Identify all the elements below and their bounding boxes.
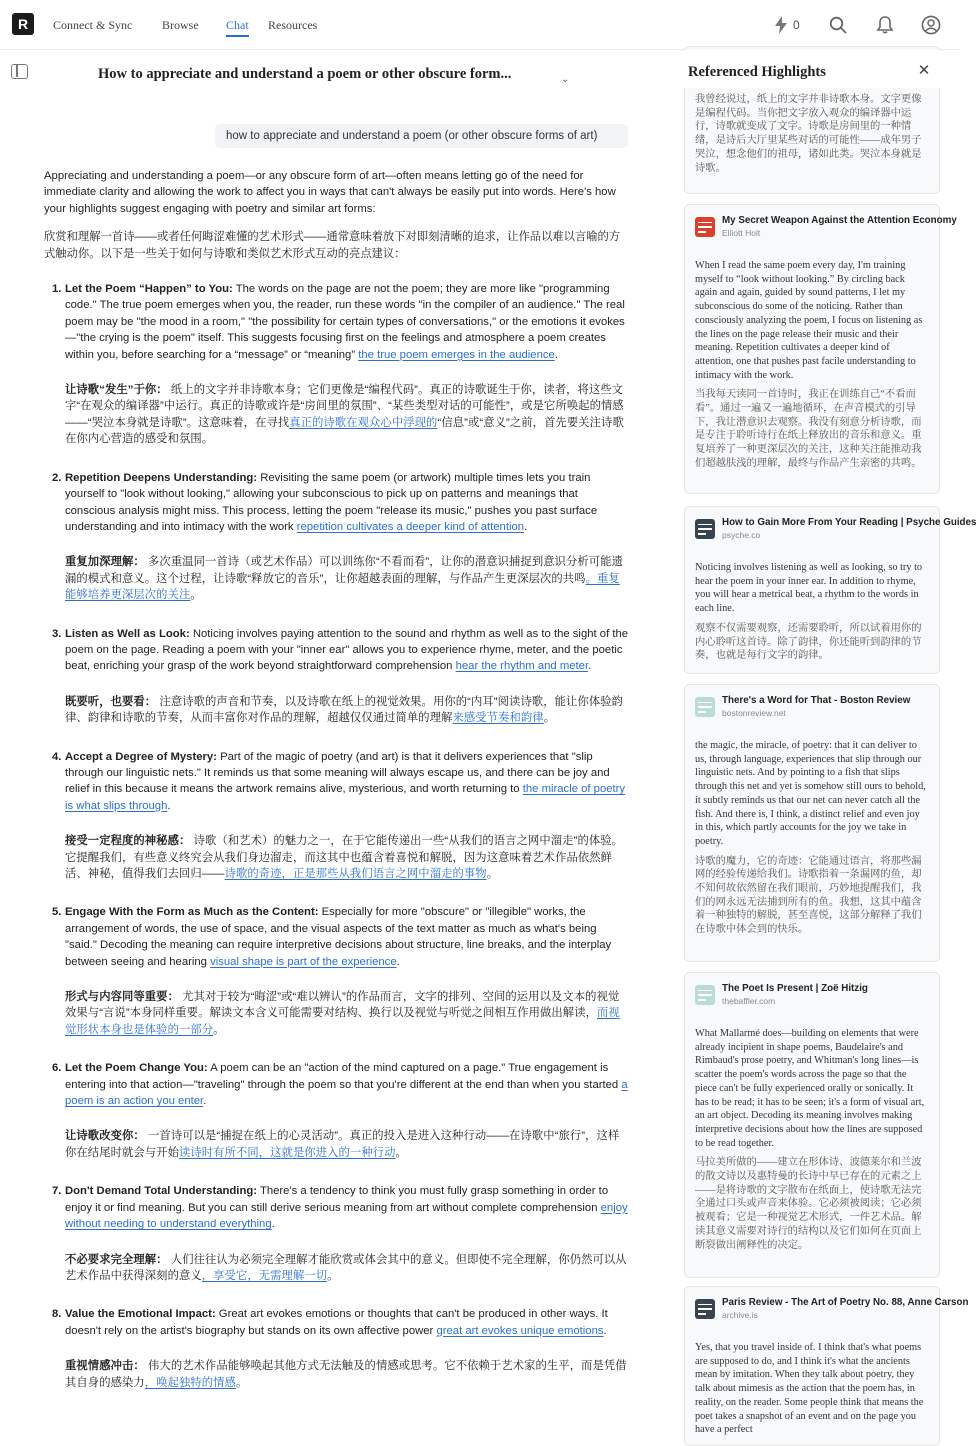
card-text-zh: 观察不仅需要观察，还需要聆听，所以试着用你的内心聆听这首诗。除了韵律，你还能听到韵律的节奏，也就是每行文字的韵律。 <box>695 622 922 662</box>
item-en-citation-link[interactable]: visual shape is part of the experience <box>210 955 397 968</box>
item-en-tail: . <box>524 520 528 533</box>
user-message: how to appreciate and understand a poem (or other obscure forms of art) <box>215 124 628 148</box>
lightning-icon[interactable] <box>771 15 791 35</box>
item-zh-citation-link[interactable]: 来感受节奏和韵律 <box>452 712 544 725</box>
card-meta <box>722 695 936 718</box>
card-text-en: the magic, the miracle, of poetry: that it can deliver to us, through language, experiences that slip through our linguistic nets. And by pointing to a fish that slips through this net and yet is somehow still ours to behold, it subtly reminds us that our net can never catch all the fish. And there is, I think, a distinct relief and even joy in this, which partly accounts for the joy we take in poetry. <box>695 740 926 847</box>
bell-icon[interactable] <box>875 15 895 35</box>
item-zh-citation-link[interactable]: 而视觉形状本身也是体验的一部分 <box>65 1007 620 1036</box>
item-en-tail: . <box>203 1095 207 1108</box>
item-zh-text: 注意诗歌的声音和节奏，以及诗歌在纸上的视觉效果。用你的“内耳”阅读诗歌，能让你体验韵律、韵律和诗歌的节奏，从而丰富你对作品的理解，超越仅仅通过简单的理解 <box>65 695 624 725</box>
panel-header <box>672 50 960 88</box>
item-en-tail: . <box>588 660 592 673</box>
item-zh <box>65 1252 630 1285</box>
highlight-card[interactable] <box>684 506 976 674</box>
card-text-zh: 诗歌的魔力，它的奇迹：它能通过语言，将那些漏网的经验传递给我们。诗歌指着一条漏网的鱼，却不知何故依然留在我们眼前，巧妙地提醒我们，我们的网永远无法捕到所有的鱼。我想，这其中蕴含着一种独特的解脱，甚至喜悦，这部分解释了我们在诗歌中体会到的快乐。 <box>695 855 922 936</box>
item-en <box>65 1306 630 1339</box>
chevron-down-icon[interactable]: ⌄ <box>561 74 570 85</box>
item-en-text: Great art evokes emotions or thoughts that can't be produced in other ways. It doesn't rely on the artist's biography but stands on its own affective power <box>65 1308 608 1337</box>
sidebar-toggle-icon[interactable] <box>11 64 28 79</box>
card-header <box>695 1297 969 1327</box>
item-zh-citation-link[interactable]: ，享受它，无需理解一切 <box>201 1269 328 1282</box>
card-header <box>695 695 929 725</box>
item-en-text: The words on the page are not the poem; they are more like "programming code." The true poem emerges when you, the reader, run these words "in the compiler of an audience." The real poem may be "the mood in a room," "the possibility for certain types of conversations," or the emotions it evokes—"the crying is the poem" itself. This suggests focusing first on the feelings and atmosphere a poem creates within you, before searching for a “message” or “meaning” <box>65 283 625 361</box>
item-number: 4. <box>52 750 62 763</box>
item-en-heading: Value the Emotional Impact: <box>65 1308 216 1321</box>
item-zh-text: 纸上的文字并非诗歌本身；它们更像是“编程代码”。真正的诗歌诞生于你，读者，将这些文字“在观众的编译器”中运行。真正的诗歌或许是“房间里的氛围”、“某些类型对话的可能性”，或是它所唤起的情感——“哭泣本身就是诗歌”。这意味着，在寻找 <box>65 384 624 429</box>
item-en-citation-link[interactable]: repetition cultivates a deeper kind of attention <box>296 520 525 533</box>
item-en-citation-link[interactable]: hear the rhythm and meter <box>455 660 589 673</box>
item-number: 6. <box>52 1062 62 1075</box>
item-zh-tail: 。 <box>190 589 202 602</box>
card-text-en: What Mallarmé does—building on elements that were already incipient in shape poems, Baudelaire's and Rimbaud's prose poetry, and Whitman's long lines—is scatter the poem's words across the page so that the piece can't be fully experienced orally or sonically. It has to be read; it has to be seen; it's a form of visual art, an art object. Decoding its meaning involves making interpretive decisions about how the lines are supposed to be read together. <box>695 1028 925 1149</box>
item-en-text: Especially for more "obscure" or "illegible" works, the arrangement of words, the use of space, and the visual aspects of the text matter as much as what's being "said." Decoding the meaning can require interpretive decisions about structure, line breaks, and the interplay between seeing and hearing <box>65 906 612 968</box>
item-number: 1. <box>52 283 62 296</box>
item-zh <box>65 989 630 1038</box>
card-title[interactable]: My Secret Weapon Against the Attention Economy <box>722 215 957 226</box>
document-icon <box>695 519 715 539</box>
item-en <box>65 1183 630 1232</box>
suggestion-list <box>44 281 630 1391</box>
item-number: 7. <box>52 1185 62 1198</box>
item-en <box>65 1060 630 1109</box>
item-zh <box>65 694 630 727</box>
nav-chat[interactable]: Chat <box>226 18 249 37</box>
card-text-en: Noticing involves listening as well as looking, so try to hear the poem in your inner ear. In addition to rhyme, you will hear a metrical beat, a rhythm to the words in each line. <box>695 562 923 615</box>
item-en-tail: . <box>396 955 400 968</box>
item-en-heading: Don't Demand Total Understanding: <box>65 1185 258 1198</box>
item-zh-citation-link[interactable]: 。重复能够培养更深层次的关注 <box>65 572 620 602</box>
list-item <box>44 904 630 1038</box>
item-zh-text: 尤其对于较为“晦涩”或“难以辨认”的作品而言，文字的排列、空间的运用以及文本的视觉效果与“言说”本身同样重要。解读文本含义可能需要对结构、换行以及视觉与听觉之间相互作用做出解读， <box>65 991 620 1020</box>
card-body <box>695 93 929 175</box>
item-en-tail: . <box>271 1218 275 1231</box>
top-nav <box>0 0 960 50</box>
chat-main <box>0 50 672 1436</box>
item-number: 5. <box>52 906 62 919</box>
item-zh-heading: 让诗歌改变你： <box>65 1130 145 1143</box>
card-title[interactable]: How to Gain More From Your Reading | Psyche Guides <box>722 517 976 528</box>
item-zh-heading: 重视情感冲击： <box>65 1360 145 1373</box>
item-zh-heading: 形式与内容同等重要： <box>65 991 179 1004</box>
item-en-heading: Let the Poem Change You: <box>65 1062 208 1075</box>
item-zh <box>65 1128 630 1161</box>
item-zh-tail: 。 <box>395 1146 407 1159</box>
item-zh-heading: 重复加深理解： <box>65 556 145 569</box>
card-title[interactable]: There's a Word for That - Boston Review <box>722 695 911 706</box>
intro-en: Appreciating and understanding a poem—or any obscure form of art—often means letting go of the need for immediate clarity and allowing the work to affect you in ways that can't always be easily put into words. Here's how your highlights suggest engaging with poetry and similar art forms: <box>44 170 616 215</box>
highlight-card[interactable] <box>684 1286 969 1446</box>
card-meta <box>722 517 976 540</box>
item-zh-heading: 不必要求完全理解： <box>65 1253 168 1266</box>
card-body <box>695 1027 929 1252</box>
assistant-response <box>44 168 630 1413</box>
item-en-text: A poem can be an "action of the mind captured on a page." True engagement is entering into that action—"traveling" through the poem so that you're different at the end than when you started <box>65 1062 622 1091</box>
item-zh-citation-link[interactable]: 读诗时有所不同，这就是你进入的一种行动 <box>178 1146 396 1159</box>
highlight-card[interactable] <box>684 684 940 962</box>
document-icon <box>695 1299 715 1319</box>
card-text-en: Yes, that you travel inside of. I think that's what poems are supposed to do, and I think it's what the ancients mean by imitation. When they talk about poetry, they talk about mimesis as the action that the poem has, in reality, on the reader. Some people think that means the poet takes a snapshot of an event and on the page you have a perfect <box>695 1342 924 1436</box>
card-body <box>695 561 929 663</box>
item-en-citation-link[interactable]: enjoy without needing to understand everything <box>65 1201 628 1231</box>
nav-browse[interactable]: Browse <box>162 18 199 32</box>
item-en-tail: . <box>603 1324 607 1337</box>
item-zh-tail: 。 <box>327 1269 339 1282</box>
card-text-zh: 当我每天读同一首诗时，我正在训练自己“不看而看”。通过一遍又一遍地循环，在声音模式的引导下，我让潜意识去观察。我没有刻意分析诗歌，而是专注于聆听诗行在纸上释放出的音乐和意义。重复培养了一种更深层次的关注，这种关注能推动我们超越肤浅的理解，最终与作品产生亲密的共鸣。 <box>695 389 922 469</box>
card-source: psyche.co <box>722 530 761 540</box>
card-meta <box>722 1297 969 1320</box>
item-zh-heading: 既要听，也要看： <box>65 695 157 708</box>
item-en <box>65 626 630 675</box>
document-icon <box>695 697 715 717</box>
nav-resources[interactable]: Resources <box>268 18 318 32</box>
app-logo[interactable]: R <box>12 13 34 35</box>
document-icon <box>695 217 715 237</box>
close-icon[interactable]: ✕ <box>917 62 931 79</box>
item-en-heading: Engage With the Form as Much as the Content: <box>65 906 319 919</box>
item-zh-text: 多次重温同一首诗（或艺术作品）可以训练你“不看而看”，让你的潜意识捕捉到意识分析可能遗漏的模式和意义。这个过程，让诗歌“释放它的音乐”，让你超越表面的理解，与作品产生更深层次的共鸣 <box>65 556 624 585</box>
item-zh <box>65 833 630 882</box>
card-text-zh: 马拉美所做的——建立在形体诗、波德莱尔和兰波的散文诗以及惠特曼的长诗中早已存在的元素之上——是将诗歌的文字散布在纸面上，使诗歌无法完全通过口头或声音来体验。它必须被阅读；它必须被观看；它是一种视觉艺术形式，一件艺术品。解读其意义需要对诗行的结构以及它们如何在页面上断裂做出阐释性的决定。 <box>695 1157 922 1251</box>
search-icon[interactable] <box>828 15 848 35</box>
item-number: 8. <box>52 1308 62 1321</box>
nav-connect-sync[interactable]: Connect & Sync <box>53 18 133 32</box>
panel-title: Referenced Highlights <box>688 64 826 80</box>
item-en-text: Part of the magic of poetry (and art) is that it delivers experiences that "slip through our linguistic nets." It reminds us that some meaning will always escape us, and there can be joy and relief in this because it means the artwork remains alive, mysterious, and worth returning to <box>65 750 610 796</box>
card-body <box>695 259 929 471</box>
item-zh-text: 诗歌（和艺术）的魅力之一，在于它能传递出一些“从我们的语言之网中溜走”的体验。它提醒我们，有些意义终究会从我们身边溜走，而这其中也蕴含着喜悦和解脱，因为这意味着艺术作品依然鲜活、神秘，值得我们去回归—— <box>65 835 624 880</box>
card-text-zh: 我曾经说过，纸上的文字并非诗歌本身。文字更像是编程代码。当你把文字放入观众的编译器中运行，诗歌就变成了文字。诗歌是房间里的一种情绪，是诗后大厅里某些对话的可能性——成年男子哭泣，想念他们的祖母，诸如此类。哭泣本身就是诗歌。 <box>695 94 922 174</box>
item-zh <box>65 1358 630 1391</box>
item-en-tail: . <box>167 799 171 812</box>
item-en <box>65 281 630 363</box>
item-zh-tail: 。 <box>213 1023 225 1036</box>
item-en-text: Revisiting the same poem (or artwork) multiple times lets you train yourself to "look without looking," allowing your subconscious to pick up on patterns and meanings that conscious analysis might miss. This process, letting the poem "release its music," pushes you past surface understanding and into intimacy with the work <box>65 471 598 533</box>
list-item <box>44 749 630 883</box>
item-zh-citation-link[interactable]: 诗歌的奇迹，正是那些从我们语言之网中溜走的事物 <box>224 868 487 880</box>
item-zh-tail: 。 <box>486 868 499 880</box>
card-meta <box>722 983 936 1006</box>
intro-zh: 欣赏和理解一首诗——或者任何晦涩难懂的艺术形式——通常意味着放下对即刻清晰的追求，让作品以难以言喻的方式触动你。以下是一些关于如何与诗歌和类似艺术形式互动的亮点建议： <box>44 231 621 260</box>
item-en-heading: Repetition Deepens Understanding: <box>65 471 258 484</box>
item-zh-citation-link[interactable]: ，唤起独特的情感 <box>144 1376 236 1389</box>
item-zh-heading: 接受一定程度的神秘感： <box>65 835 191 848</box>
item-zh-tail: “信息”或“意义”之前，首先要关注诗歌在你内心营造的感受和氛围。 <box>65 416 624 446</box>
item-zh-tail: 。 <box>235 1376 248 1389</box>
item-zh-citation-link[interactable]: 真正的诗歌在观众心中浮现的 <box>289 416 438 429</box>
item-en <box>65 904 630 970</box>
item-zh-heading: 让诗歌“发生”于你： <box>65 384 168 397</box>
card-header <box>695 215 957 245</box>
item-en-tail: . <box>554 348 558 361</box>
item-en <box>65 470 630 536</box>
item-number: 2. <box>52 471 62 484</box>
document-icon <box>695 985 715 1005</box>
item-zh <box>65 554 630 603</box>
list-item <box>44 281 630 448</box>
item-zh-tail: 。 <box>543 712 556 725</box>
item-en-citation-link[interactable]: the true poem emerges in the audience <box>358 348 555 361</box>
card-text-en: When I read the same poem every day, I'm training myself to “look without looking.” By circling back again and again, guided by sound patterns, I let my subconscious do some of the noticing. Rather than consciously analyzing the poem, I focus on listening as the lines on the page release their music and their meaning. Repetition cultivates a deeper kind of attention, one that pushes past facile understanding to intimacy with the work. <box>695 260 923 381</box>
item-zh-text: 伟大的艺术作品能够唤起其他方式无法触及的情感或思考。它不依赖于艺术家的生平，而是凭借其自身的感染力 <box>65 1360 627 1389</box>
list-item <box>44 626 630 727</box>
card-source: thebaffler.com <box>722 996 776 1006</box>
item-en-heading: Let the Poem “Happen” to You: <box>65 283 233 296</box>
list-item <box>44 1306 630 1391</box>
lightning-count: 0 <box>793 18 800 32</box>
item-en-text: There's a tendency to think you must fully grasp something in order to enjoy it or find meaning. But you can still derive serious meaning from art without complete comprehension <box>65 1185 609 1214</box>
highlight-card[interactable] <box>684 972 940 1278</box>
account-icon[interactable] <box>921 15 941 35</box>
list-item <box>44 1183 630 1284</box>
list-item <box>44 1060 630 1161</box>
highlight-card[interactable] <box>684 204 957 494</box>
item-en-citation-link[interactable]: a poem is an action you enter <box>65 1078 628 1108</box>
card-title[interactable]: Paris Review - The Art of Poetry No. 88, Anne Carson <box>722 1297 969 1308</box>
item-zh-text: 一首诗可以是“捕捉在纸上的心灵活动”。真正的投入是进入这种行动——在诗歌中“旅行”，这样你在结尾时就会与开始 <box>65 1130 620 1159</box>
card-header <box>695 983 929 1013</box>
item-en-text: Noticing involves paying attention to the sound and rhythm as well as to the sight of the poem on the page. Reading a poem with your "inner ear" allows you to experience rhyme, meter, and the poetic beat, enriching your grasp of the work beyond straightforward comprehension <box>65 627 629 673</box>
referenced-highlights-panel <box>672 50 976 1436</box>
item-en-heading: Accept a Degree of Mystery: <box>65 750 217 763</box>
card-source: archive.is <box>722 1310 758 1320</box>
list-item <box>44 470 630 604</box>
item-en-citation-link[interactable]: great art evokes unique emotions <box>436 1324 604 1337</box>
item-en-citation-link[interactable]: the miracle of poetry is what slips through <box>65 783 626 812</box>
card-body <box>695 1341 929 1437</box>
card-body <box>695 739 929 937</box>
card-source: bostonreview.net <box>722 708 786 718</box>
item-zh <box>65 382 630 448</box>
card-meta <box>722 215 957 238</box>
item-number: 3. <box>52 627 62 640</box>
card-source: Elliott Holt <box>722 228 761 238</box>
chat-title[interactable]: How to appreciate and understand a poem or other obscure form... <box>98 66 512 82</box>
item-en-heading: Listen as Well as Look: <box>65 627 190 640</box>
item-zh-text: 人们往往认为必须完全理解才能欣赏或体会其中的意义。但即使不完全理解，你仍然可以从艺术作品中获得深刻的意义 <box>65 1253 627 1282</box>
card-title[interactable]: The Poet Is Present | Zoë Hitzig <box>722 983 868 994</box>
card-header <box>695 517 976 547</box>
item-en <box>65 749 630 815</box>
